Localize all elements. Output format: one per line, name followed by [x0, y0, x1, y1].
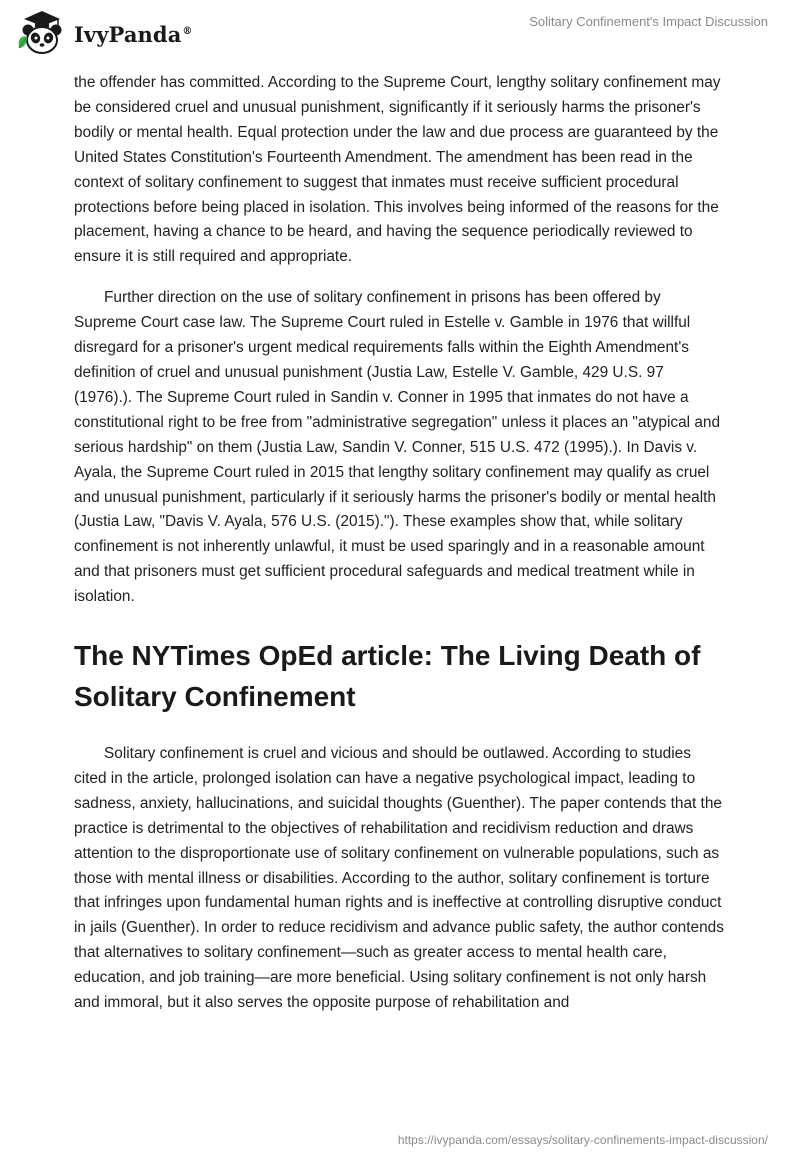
paragraph-continued: the offender has committed. According to the Supreme Court, lengthy solitary confinement may be considered cruel and unusual punishment, significantly if it seriously harms the prisoner's bodily or mental health. Equal protection under the law and due process are guaranteed by the United States Constitution's Fourteenth Amendment. The amendment has been read in the context of solitary confinement to suggest that inmates must receive sufficient procedural protections before being placed in isolation. This involves being informed of the reasons for the placement, having a chance to be heard, and having the sequence periodically reviewed to ensure it is still required and appropriate. [74, 74, 721, 266]
document-title: Solitary Confinement's Impact Discussion [529, 14, 768, 29]
source-url[interactable]: https://ivypanda.com/essays/solitary-confinements-impact-discussion/ [397, 1133, 768, 1147]
registered-mark: ® [182, 25, 193, 37]
brand-name [74, 22, 193, 47]
brand-text: IvyPanda [74, 21, 182, 47]
panda-graduate-icon [14, 8, 70, 58]
essay-content [74, 71, 724, 1016]
page-header [0, 0, 800, 62]
section-heading: The NYTimes OpEd article: The Living Death of Solitary Confinement [74, 640, 701, 713]
paragraph-case-law: Further direction on the use of solitary confinement in prisons has been offered by Supreme Court case law. The Supreme Court ruled in Estelle v. Gamble in 1976 that willful disregard for a prisoner's urgent medical requirements falls within the Eighth Amendment's definition of cruel and unusual punishment (Justia Law, Estelle V. Gamble, 429 U.S. 97 (1976).). The Supreme Court ruled in Sandin v. Conner in 1995 that inmates do not have a constitutional right to be free from "administrative segregation" unless it places an "atypical and serious hardship" on them (Justia Law, Sandin V. Conner, 515 U.S. 472 (1995).). In Davis v. Ayala, the Supreme Court ruled in 2015 that lengthy solitary confinement may qualify as cruel and unusual punishment, particularly if it seriously harms the prisoner's bodily or mental health (Justia Law, "Davis V. Ayala, 576 U.S. (2015)."). These examples show that, while solitary confinement is not inherently unlawful, it must be used sparingly and in a reasonable amount and that prisoners must get sufficient procedural safeguards and medical treatment while in isolation. [74, 289, 721, 606]
paragraph-oped: Solitary confinement is cruel and vicious and should be outlawed. According to studies cited in the article, prolonged isolation can have a negative psychological impact, leading to sadness, anxiety, hallucinations, and suicidal thoughts (Guenther). The paper contends that the practice is detrimental to the objectives of rehabilitation and recidivism reduction and draws attention to the disproportionate use of solitary confinement on vulnerable populations, such as those with mental illness or disabilities. According to the author, solitary confinement is torture that infringes upon fundamental human rights and is ineffective at controlling disruptive conduct in jails (Guenther). In order to reduce recidivism and advance public safety, the author contends that alternatives to solitary confinement—such as greater access to mental health care, education, and job training—are more beneficial. Using solitary confinement is not only harsh and immoral, but it also serves the opposite purpose of rehabilitation and [74, 745, 724, 1012]
ivypanda-logo[interactable] [14, 8, 193, 58]
